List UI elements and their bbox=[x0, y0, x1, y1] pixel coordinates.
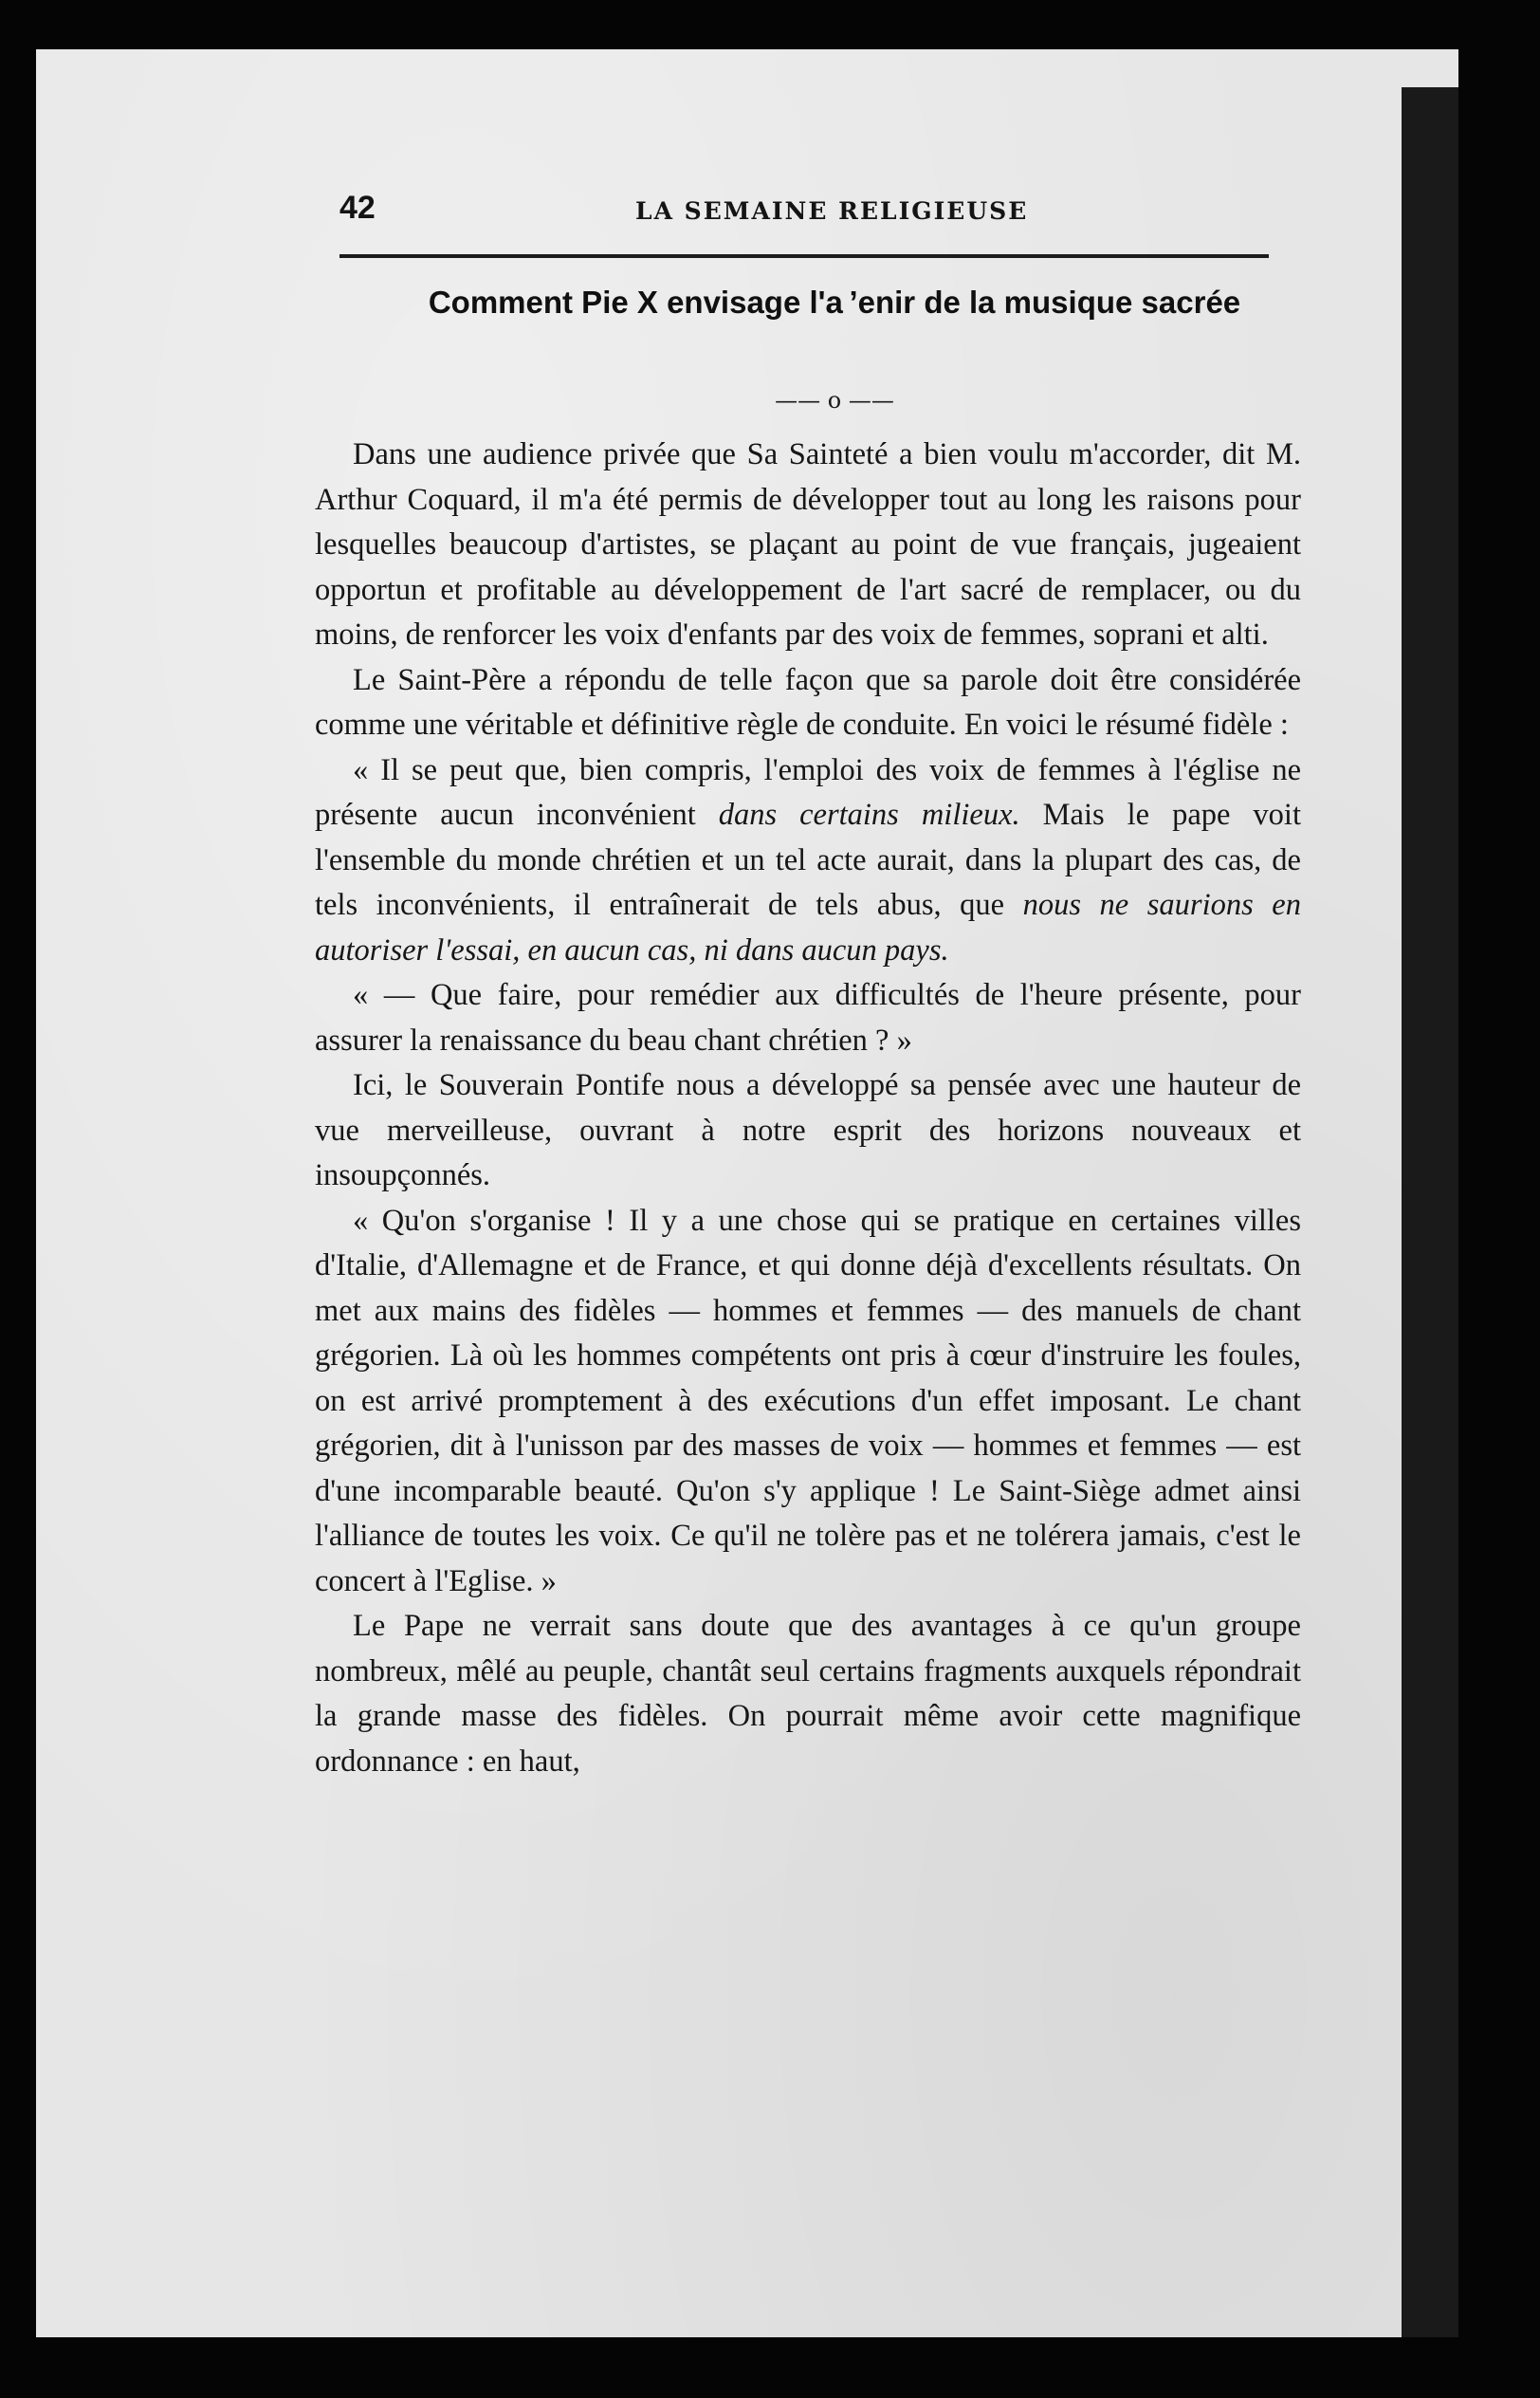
article-title: Comment Pie X envisage l'a ’enir de la musique sacrée bbox=[428, 285, 1241, 320]
header-rule bbox=[339, 254, 1269, 258]
paragraph bbox=[315, 1199, 1301, 1605]
paragraph-text: Ici, le Souverain Pontife nous a développé sa pensée avec une hauteur de vue merveilleuse, ouvrant à notre esprit des horizons nouveaux et insoupçonnés. bbox=[315, 1068, 1301, 1192]
italic-text: dans certains milieux. bbox=[718, 798, 1020, 832]
paragraph bbox=[315, 1604, 1301, 1784]
italic-text: nous ne saurions en autoriser l'essai, en aucun cas, ni dans aucun pays. bbox=[315, 888, 1301, 968]
paragraph-text: « — Que faire, pour remédier aux difficultés de l'heure présente, pour assurer la renaissance du beau chant chrétien ? » bbox=[315, 978, 1301, 1058]
paragraph bbox=[315, 1063, 1301, 1199]
running-title: LA SEMAINE RELIGIEUSE bbox=[635, 197, 1029, 225]
paragraph-text: Le Saint-Père a répondu de telle façon que sa parole doit être considérée comme une véritable et définitive règle de conduite. En voici le résumé fidèle : bbox=[315, 662, 1301, 742]
paragraph-text: Le Pape ne verrait sans doute que des avantages à ce qu'un groupe nombreux, mêlé au peuple, chantât seul certains fragments auxquels répondrait la grande masse des fidèles. On pourrait même avoir cette magnifique ordonnance : en haut, bbox=[315, 1609, 1301, 1779]
paragraph-text: « Il se peut que, bien compris, l'emploi des voix de femmes à l'église ne présente aucun inconvénient bbox=[315, 752, 1301, 832]
paragraph bbox=[315, 973, 1301, 1063]
paragraph-text: Mais le pape voit l'ensemble du monde chrétien et un tel acte aurait, dans la plupart des cas, de tels inconvénients, il entraînerait de tels abus, que bbox=[315, 798, 1301, 922]
paragraph-text: « Qu'on s'organise ! Il y a une chose qui se pratique en certaines villes d'Italie, d'Allemagne et de France, et qui donne déjà d'excellents résultats. On met aux mains des fidèles — hommes et femmes — des manuels de chant grégorien. Là où les hommes compétents ont pris à cœur d'instruire les foules, on est arrivé promptement à des exécutions d'un effet imposant. Le chant grégorien, dit à l'unisson par des masses de voix — hommes et femmes — est d'une incomparable beauté. Qu'on s'y applique ! Le Saint-Siège admet ainsi l'alliance de toutes les voix. Ce qu'il ne tolère pas et ne tolérera jamais, c'est le concert à l'Eglise. » bbox=[315, 1203, 1301, 1598]
paragraph bbox=[315, 748, 1301, 974]
page-edge-shadow bbox=[1402, 87, 1458, 2337]
page-header bbox=[339, 190, 1307, 247]
article-body bbox=[315, 433, 1301, 1784]
page-number: 42 bbox=[339, 190, 376, 226]
paragraph bbox=[315, 658, 1301, 748]
paragraph-text: Dans une audience privée que Sa Sainteté a bien voulu m'accorder, dit M. Arthur Coquard, il m'a été permis de développer tout au long les raisons pour lesquelles beaucoup d'artistes, se plaçant au point de vue français, jugeaient opportun et profitable au développement de l'art sacré de remplacer, ou du moins, de renforcer les voix d'enfants par des voix de femmes, soprani et alti. bbox=[315, 437, 1301, 652]
title-ornament: —— o —— bbox=[775, 387, 894, 414]
paragraph bbox=[315, 433, 1301, 658]
